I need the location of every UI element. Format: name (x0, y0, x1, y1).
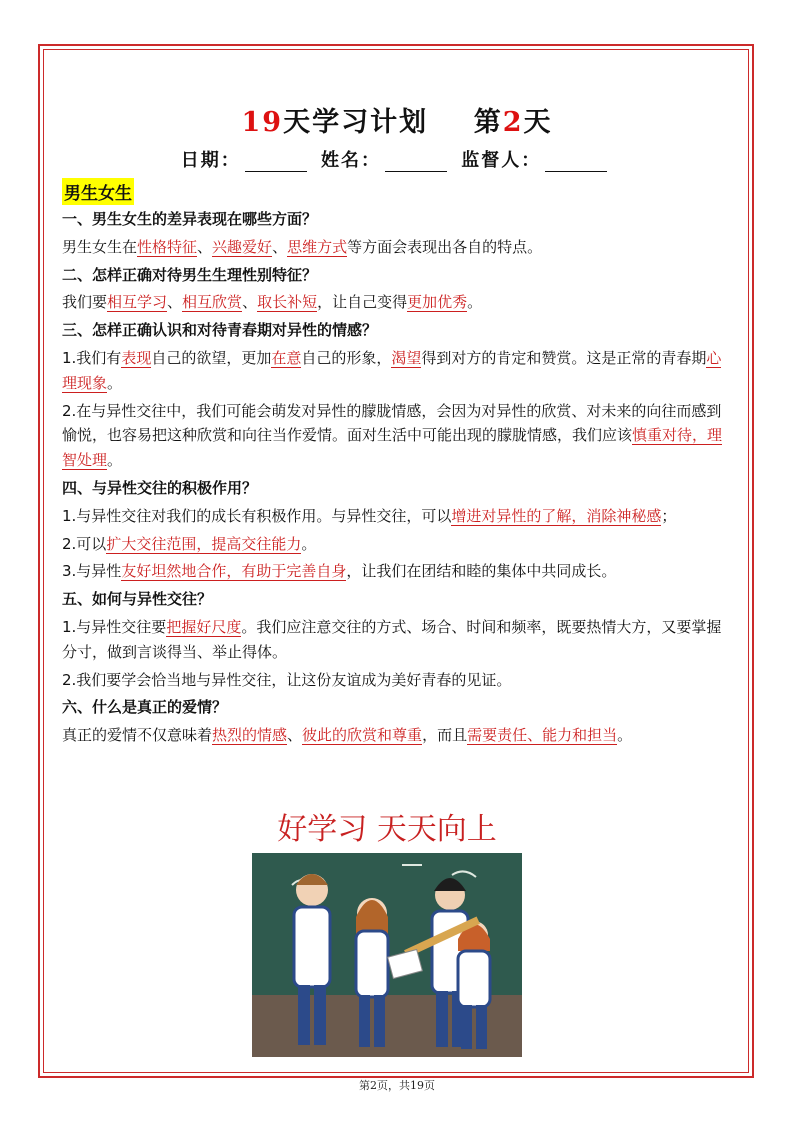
date-label: 日期： (180, 150, 241, 171)
text: ，让我们在团结和睦的集体中共同成长。 (346, 562, 617, 581)
page-title (0, 100, 794, 139)
text: 。 (301, 534, 317, 553)
answer-blank: 相互学习 (107, 293, 168, 312)
text: ，让自己变得 (317, 293, 408, 312)
page-footer: 第2页，共19页 (359, 1079, 435, 1092)
answer-blank: 增进对异性的了解，消除神秘感 (451, 506, 662, 525)
text: 男生女生在 (62, 237, 138, 256)
answer-blank: 取长补短 (257, 293, 318, 312)
answer-4-2 (62, 532, 734, 557)
answer-6 (62, 723, 734, 748)
answer-3-2 (62, 399, 734, 473)
title-day-suffix: 天 (523, 107, 553, 138)
answer-blank: 性格特征 (137, 237, 198, 256)
text: 2.可以 (62, 534, 107, 553)
student-leg (298, 985, 310, 1045)
text: 自己的形象， (301, 348, 392, 367)
student-leg (461, 1005, 472, 1049)
student-leg (374, 995, 385, 1047)
question-4: 四、与异性交往的积极作用？ (62, 478, 258, 497)
title-day-label: 第 (473, 107, 503, 138)
answer-1 (62, 235, 734, 260)
text: 等方面会表现出各自的特点。 (347, 237, 543, 256)
supervisor-label: 监督人： (461, 150, 542, 171)
answer-5-1 (62, 615, 734, 665)
text: 我们要 (62, 293, 108, 312)
answer-blank: 慎重对待，理智处理 (62, 426, 723, 470)
text: 、 (272, 237, 288, 256)
title-plan-text: 天学习计划 (283, 107, 429, 138)
text: 。 (107, 373, 123, 392)
text: 。我们应注意交往的方式、场合、时间和频率，既要热情大方，又要掌握分寸，做到言谈得当、举止得体。 (62, 617, 722, 661)
text: 得到对方的肯定和赞赏。这是正常的青春期 (421, 348, 707, 367)
answer-blank: 相互欣赏 (182, 293, 243, 312)
answer-blank: 思维方式 (287, 237, 348, 256)
title-day-number: 2 (502, 107, 524, 138)
date-blank[interactable] (245, 153, 307, 172)
student-uniform (294, 907, 330, 987)
answer-blank: 在意 (271, 348, 302, 367)
answer-3-1 (62, 346, 734, 396)
illustration-svg (252, 795, 522, 1057)
question-6: 六、什么是真正的爱情？ (62, 698, 228, 717)
title-days-number: 19 (241, 107, 284, 138)
name-blank[interactable] (385, 153, 447, 172)
info-line (0, 146, 794, 172)
text: 1.与异性交往对我们的成长有积极作用。与异性交往，可以 (62, 506, 452, 525)
answer-blank: 扩大交往范围，提高交往能力 (106, 534, 302, 553)
text: ； (661, 506, 677, 525)
text: 、 (197, 237, 213, 256)
student-leg (314, 985, 326, 1045)
answer-blank: 表现 (121, 348, 152, 367)
text: ，而且 (422, 726, 468, 745)
supervisor-blank[interactable] (545, 153, 607, 172)
name-label: 姓名： (321, 150, 381, 171)
text: 。 (617, 726, 633, 745)
classroom-illustration (252, 795, 522, 1057)
question-5: 五、如何与异性交往？ (62, 590, 213, 609)
text: 3.与异性 (62, 562, 122, 581)
board-slogan: 好学习 天天向上 (277, 812, 497, 847)
answer-4-3 (62, 559, 734, 584)
text: 2.我们要学会恰当地与异性交往，让这份友谊成为美好青春的见证。 (62, 670, 512, 689)
answer-blank: 彼此的欣赏和尊重 (302, 726, 423, 745)
text: 1.与异性交往要 (62, 617, 167, 636)
student-uniform (458, 951, 490, 1007)
content-body (62, 207, 734, 751)
student-leg (476, 1005, 487, 1049)
answer-blank: 热烈的情感 (212, 726, 288, 745)
answer-blank: 心理现象 (62, 348, 722, 392)
section-title: 男生女生 (62, 178, 134, 205)
text: 2.在与异性交往中，我们可能会萌发对异性的朦胧情感，会因为对异性的欣赏、对未来的向往而感到愉悦，也容易把这种欣赏和向往当作爱情。面对生活中可能出现的朦胧情感，我们应该 (62, 401, 722, 445)
answer-blank: 渴望 (391, 348, 422, 367)
text: 。 (107, 451, 123, 470)
student-uniform (356, 931, 388, 997)
student-leg (436, 991, 448, 1047)
answer-blank: 把握好尺度 (166, 617, 242, 636)
answer-blank: 更加优秀 (407, 293, 468, 312)
text: 。 (467, 293, 483, 312)
answer-4-1 (62, 504, 734, 529)
text: 1.我们有 (62, 348, 122, 367)
text: 自己的欲望，更加 (151, 348, 272, 367)
text: 、 (167, 293, 183, 312)
text: 、 (287, 726, 303, 745)
student-leg (359, 995, 370, 1047)
question-2: 二、怎样正确对待男生生理性别特征？ (62, 265, 318, 284)
answer-blank: 友好坦然地合作，有助于完善自身 (121, 562, 347, 581)
answer-2 (62, 290, 734, 315)
answer-blank: 需要责任、能力和担当 (467, 726, 618, 745)
question-1: 一、男生女生的差异表现在哪些方面？ (62, 210, 318, 228)
answer-blank: 兴趣爱好 (212, 237, 273, 256)
text: 真正的爱情不仅意味着 (62, 726, 213, 745)
text: 、 (242, 293, 258, 312)
answer-5-2 (62, 668, 734, 693)
question-3: 三、怎样正确认识和对待青春期对异性的情感？ (62, 321, 378, 340)
